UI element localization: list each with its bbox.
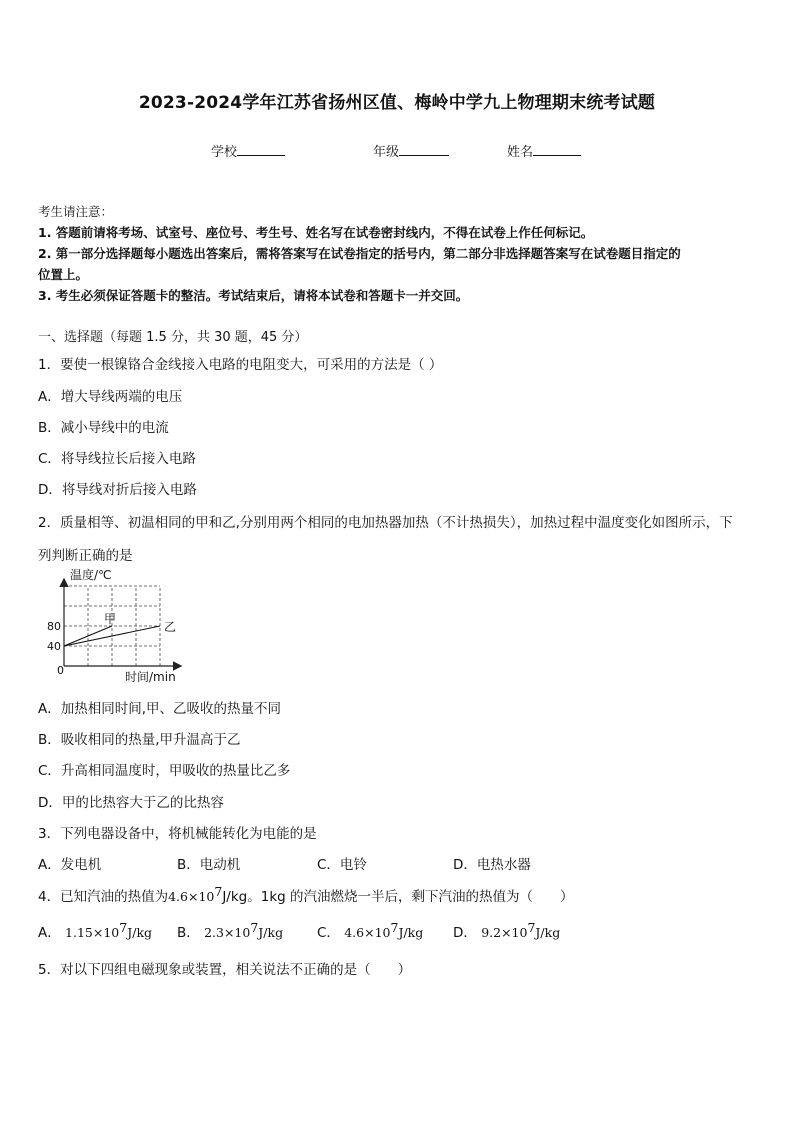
q4-stem-exponent: 7	[214, 884, 223, 899]
q2-option-b[interactable]: B．吸收相同的热量,甲升温高于乙	[38, 732, 241, 748]
name-label: 姓名	[507, 145, 534, 160]
question-2-stem	[38, 507, 762, 573]
grade-label: 年级	[373, 145, 400, 160]
question-3-stem: 3．下列电器设备中，将机械能转化为电能的是	[38, 826, 317, 842]
q1-option-c[interactable]: C．将导线拉长后接入电路	[38, 451, 196, 467]
q2-stem-line: 2．质量相等、初温相同的甲和乙,分别用两个相同的电加热器加热（不计热损失），加热过程中温度变化如图所示，下	[38, 515, 733, 531]
grade-blank[interactable]	[399, 143, 449, 156]
temperature-time-chart	[42, 566, 192, 686]
option-letter: C．	[317, 925, 340, 941]
q4-option-a[interactable]	[38, 920, 152, 941]
page-title: 2023-2024学年江苏省扬州区值、梅岭中学九上物理期末统考试题	[138, 93, 656, 113]
q3-option-b[interactable]: B．电动机	[177, 857, 241, 873]
q4-stem-pre: 4．已知汽油的热值为	[38, 889, 169, 905]
q2-stem-line: 列判断正确的是	[38, 548, 133, 564]
origin-label: 0	[57, 664, 64, 677]
note-line: 2. 第一部分选择题每小题选出答案后，需将答案写在试卷指定的括号内，第二部分非选择题答案写在试卷题目指定的	[38, 246, 681, 261]
option-value: 1.15×10	[65, 925, 120, 940]
q4-stem-unit: J/kg。1kg 的汽油燃烧一半后，剩下汽油的热值为（ ）	[222, 889, 574, 905]
x-axis-label: 时间/min	[125, 670, 176, 684]
option-exponent: 7	[527, 920, 536, 935]
option-exponent: 7	[119, 920, 128, 935]
q3-option-c[interactable]: C．电铃	[317, 857, 367, 873]
series-label-jia: 甲	[104, 612, 117, 626]
name-field[interactable]	[507, 141, 581, 160]
option-letter: D．	[453, 925, 477, 941]
y-tick-labels	[47, 620, 61, 653]
question-4-stem	[38, 884, 762, 905]
option-exponent: 7	[250, 920, 259, 935]
q4-stem-value: 4.6×10	[168, 889, 215, 904]
y-tick-label: 40	[47, 640, 61, 653]
option-value: 9.2×10	[481, 925, 528, 940]
note-line: 位置上。	[38, 267, 89, 282]
grade-field[interactable]	[373, 141, 449, 160]
question-5-stem: 5．对以下四组电磁现象或装置，相关说法不正确的是（ ）	[38, 962, 412, 978]
name-blank[interactable]	[533, 143, 581, 156]
q1-option-a[interactable]: A．增大导线两端的电压	[38, 389, 183, 405]
q1-option-d[interactable]: D．将导线对折后接入电路	[38, 482, 197, 498]
option-letter: A．	[38, 925, 61, 941]
q3-option-a[interactable]: A．发电机	[38, 857, 102, 873]
q2-option-c[interactable]: C．升高相同温度时，甲吸收的热量比乙多	[38, 763, 291, 779]
q1-option-b[interactable]: B．减小导线中的电流	[38, 420, 169, 436]
q3-option-d[interactable]: D．电热水器	[453, 857, 531, 873]
school-blank[interactable]	[237, 143, 285, 156]
note-line: 3. 考生必须保证答题卡的整洁。考试结束后，请将本试卷和答题卡一并交回。	[38, 288, 469, 303]
q4-option-b[interactable]	[177, 920, 283, 941]
y-tick-label: 80	[47, 620, 61, 633]
q2-option-d[interactable]: D．甲的比热容大于乙的比热容	[38, 795, 224, 811]
q2-option-a[interactable]: A．加热相同时间,甲、乙吸收的热量不同	[38, 701, 282, 717]
option-letter: B．	[177, 925, 200, 941]
notes-heading: 考生请注意：	[38, 204, 114, 219]
option-unit: J/kg	[127, 925, 153, 940]
school-field[interactable]	[211, 141, 285, 160]
option-exponent: 7	[390, 920, 399, 935]
q4-option-c[interactable]	[317, 920, 423, 941]
option-value: 2.3×10	[204, 925, 251, 940]
option-unit: J/kg	[258, 925, 284, 940]
series-label-yi: 乙	[164, 620, 177, 634]
exam-notes	[38, 201, 762, 306]
option-unit: J/kg	[535, 925, 561, 940]
note-line: 1. 答题前请将考场、试室号、座位号、考生号、姓名写在试卷密封线内，不得在试卷上作任何标记。	[38, 225, 594, 240]
option-value: 4.6×10	[344, 925, 391, 940]
option-unit: J/kg	[398, 925, 424, 940]
school-label: 学校	[211, 145, 238, 160]
question-1-stem: 1．要使一根镍铬合金线接入电路的电阻变大，可采用的方法是（ ）	[38, 357, 443, 373]
q4-option-d[interactable]	[453, 920, 560, 941]
section-heading: 一、选择题（每题 1.5 分，共 30 题，45 分）	[38, 330, 308, 345]
y-axis-label: 温度/℃	[70, 568, 112, 582]
